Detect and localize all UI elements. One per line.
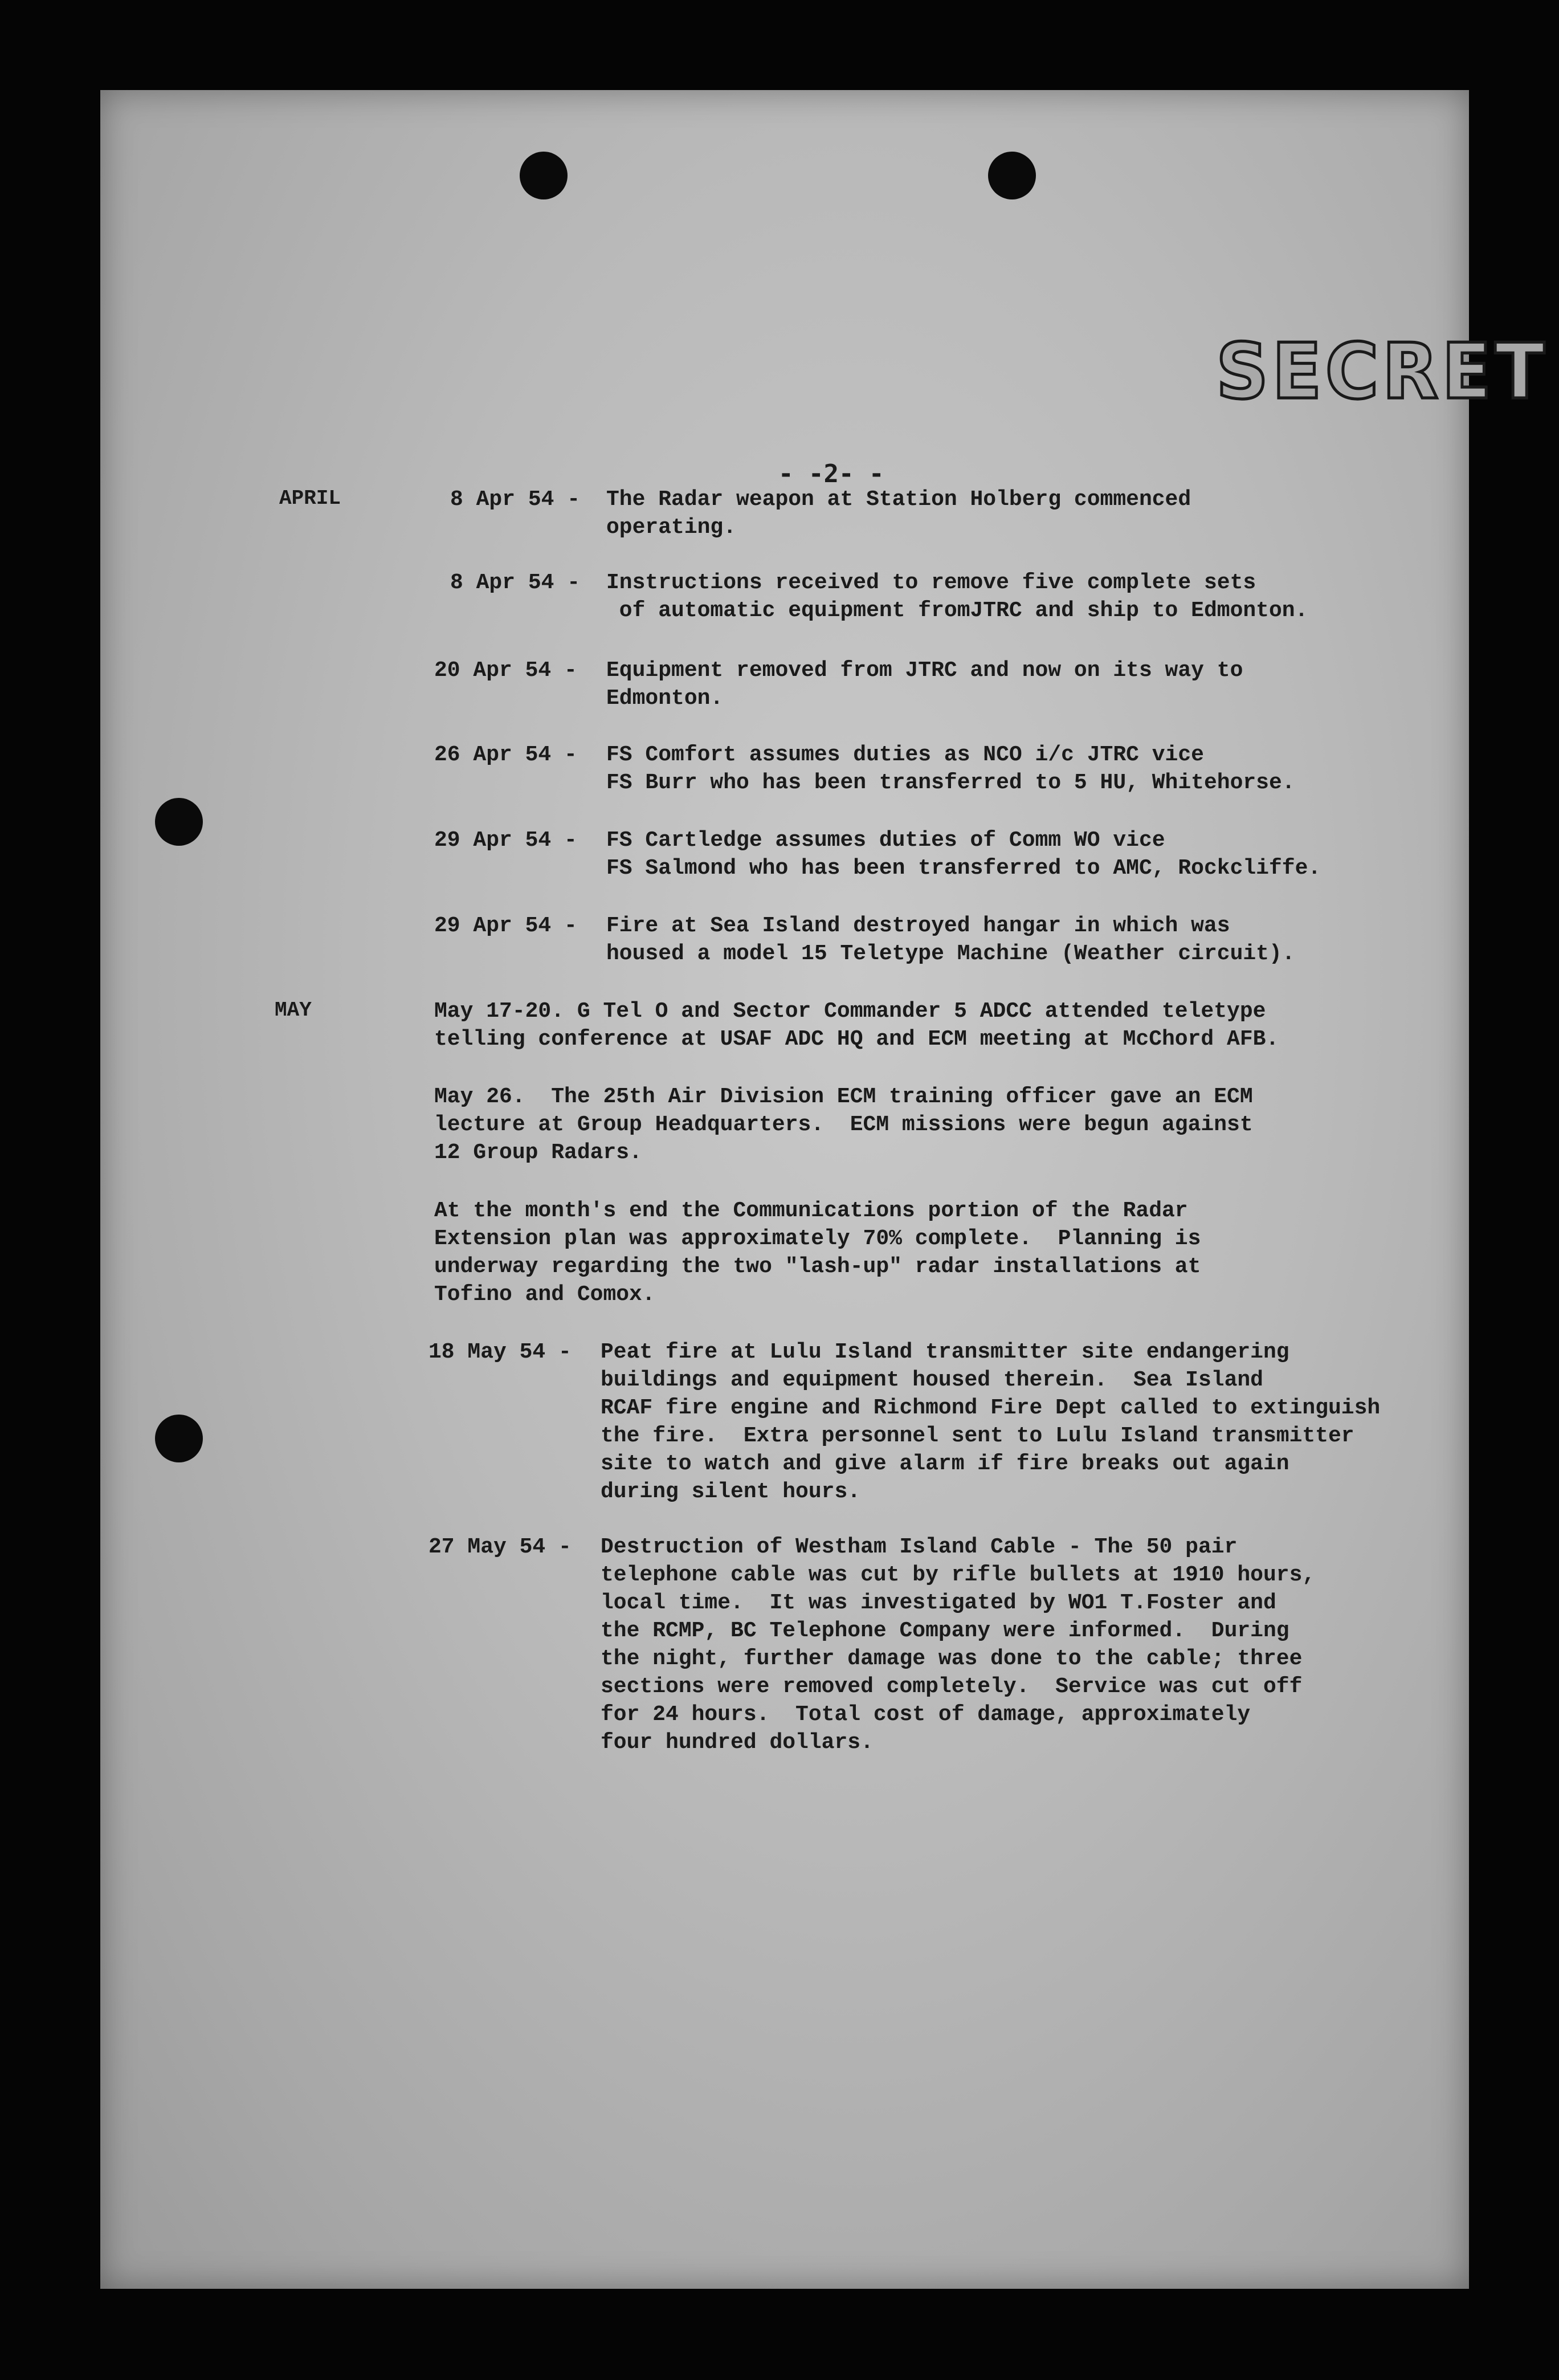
entry-text: of automatic equipment fromJTRC and ship to Edmonton. (606, 598, 1308, 623)
entry-date: 8 Apr 54 - (450, 487, 581, 512)
entry-text: during silent hours. (601, 1480, 861, 1504)
entry-text: four hundred dollars. (601, 1730, 874, 1755)
entry-text: FS Burr who has been transferred to 5 HU, Whitehorse. (606, 771, 1295, 795)
paragraph-line: telling conference at USAF ADC HQ and ECM meeting at McChord AFB. (434, 1027, 1279, 1052)
entry-text: for 24 hours. Total cost of damage, approximately (601, 1702, 1251, 1727)
entry-text: local time. It was investigated by WO1 T.Foster and (601, 1591, 1276, 1615)
entry-date: 26 Apr 54 - (434, 743, 577, 767)
entry-text: FS Cartledge assumes duties of Comm WO vice (606, 828, 1165, 853)
entry-text: Fire at Sea Island destroyed hangar in which was (606, 914, 1230, 938)
entry-text: the fire. Extra personnel sent to Lulu Island transmitter (601, 1424, 1354, 1448)
entry-text: Destruction of Westham Island Cable - The 50 pair (601, 1535, 1238, 1559)
paragraph-line: At the month's end the Communications portion of the Radar (434, 1199, 1188, 1223)
entry-date: 29 Apr 54 - (434, 914, 577, 938)
paragraph-line: May 26. The 25th Air Division ECM training officer gave an ECM (434, 1085, 1253, 1109)
secret-stamp: SECRET (1216, 327, 1548, 417)
entry-text: operating. (606, 515, 737, 540)
paragraph-line: underway regarding the two "lash-up" radar installations at (434, 1254, 1201, 1279)
entry-text: The Radar weapon at Station Holberg commenced (606, 487, 1191, 512)
entry-text: FS Comfort assumes duties as NCO i/c JTRC vice (606, 743, 1204, 767)
entry-text: Peat fire at Lulu Island transmitter site endangering (601, 1340, 1289, 1364)
entry-text: RCAF fire engine and Richmond Fire Dept called to extinguish (601, 1396, 1381, 1420)
page-number: - -2- - (778, 459, 884, 488)
entry-text: FS Salmond who has been transferred to AMC, Rockcliffe. (606, 856, 1321, 881)
paragraph-line: Extension plan was approximately 70% complete. Planning is (434, 1226, 1201, 1251)
punch-hole-left-middle (155, 798, 203, 846)
punch-hole-top-left (520, 152, 568, 199)
entry-text: sections were removed completely. Service was cut off (601, 1674, 1303, 1699)
paragraph-line: May 17-20. G Tel O and Sector Commander 5 ADCC attended teletype (434, 999, 1266, 1024)
paragraph-line: 12 Group Radars. (434, 1140, 642, 1165)
entry-date: 18 May 54 - (428, 1340, 572, 1364)
entry-text: site to watch and give alarm if fire breaks out again (601, 1452, 1289, 1476)
entry-text: Instructions received to remove five complete sets (606, 570, 1256, 595)
entry-date: 20 Apr 54 - (434, 658, 577, 683)
entry-text: the RCMP, BC Telephone Company were informed. During (601, 1619, 1289, 1643)
paragraph-line: lecture at Group Headquarters. ECM missions were begun against (434, 1112, 1253, 1137)
document-page (100, 90, 1548, 2289)
month-label-may: MAY (275, 999, 312, 1022)
entry-date: 29 Apr 54 - (434, 828, 577, 853)
entry-text: housed a model 15 Teletype Machine (Weather circuit). (606, 942, 1295, 966)
entry-text: buildings and equipment housed therein. Sea Island (601, 1368, 1263, 1392)
entry-text: telephone cable was cut by rifle bullets at 1910 hours, (601, 1563, 1316, 1587)
entry-text: Equipment removed from JTRC and now on its way to (606, 658, 1243, 683)
entry-date: 8 Apr 54 - (450, 570, 581, 595)
entry-text: Edmonton. (606, 686, 724, 711)
paragraph-line: Tofino and Comox. (434, 1282, 655, 1307)
entry-text: the night, further damage was done to the cable; three (601, 1647, 1303, 1671)
punch-hole-left-lower (155, 1415, 203, 1462)
punch-hole-top-right (988, 152, 1036, 199)
month-label-april: APRIL (279, 487, 341, 510)
entry-date: 27 May 54 - (428, 1535, 572, 1559)
